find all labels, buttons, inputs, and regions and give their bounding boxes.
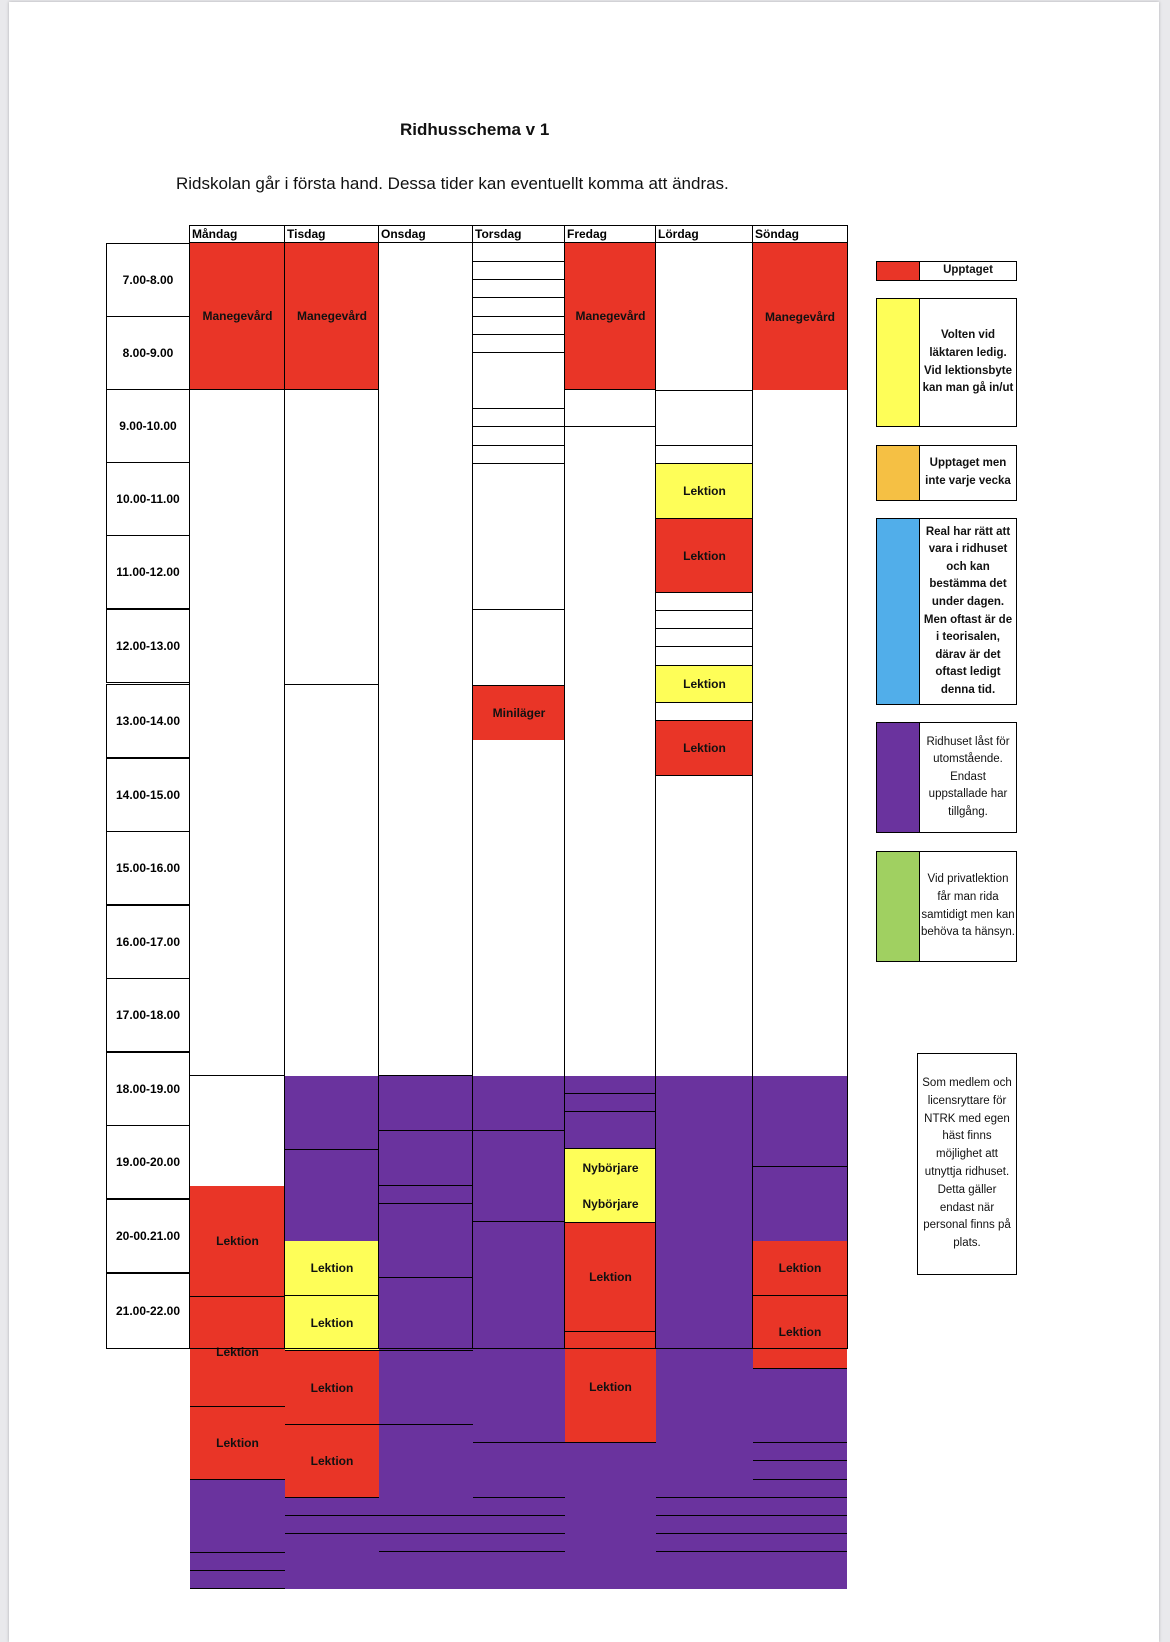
block-locked [190, 1480, 285, 1553]
block-lektion: Lektion [656, 666, 753, 703]
legend-upptaget [876, 261, 1017, 281]
block-lektion: Lektion [285, 1351, 379, 1425]
slot-divider [656, 390, 753, 391]
block-locked [379, 1552, 473, 1589]
legend-inte-varje-vecka [876, 445, 1017, 501]
block-lektion: Lektion [285, 1296, 379, 1351]
block-free [656, 776, 753, 1076]
day-header-monday: Måndag [189, 225, 286, 243]
time-slot: 17.00-18.00 [106, 978, 190, 1052]
block-locked [753, 1076, 847, 1167]
block-locked [285, 1150, 379, 1241]
block-locked [285, 1498, 379, 1516]
legend-label: Volten vid läktaren ledig. Vid lektionsbyte kan man gå in/ut [919, 299, 1016, 426]
block-locked [473, 1534, 565, 1552]
legend-label: Upptaget men inte varje vecka [919, 446, 1016, 500]
slot-divider [473, 609, 565, 610]
block-locked [379, 1425, 473, 1516]
block-locked [285, 1076, 379, 1150]
block-free [473, 243, 565, 1076]
block-locked [656, 1534, 753, 1552]
block-lektion: Lektion [285, 1425, 379, 1498]
time-slot: 8.00-9.00 [106, 316, 190, 390]
block-locked [565, 1443, 656, 1589]
block-locked [473, 1131, 565, 1222]
slot-divider [473, 334, 565, 335]
legend-label: Vid privatlektion får man rida samtidigt men kan behöva ta hänsyn. [919, 852, 1016, 961]
block-locked [379, 1534, 473, 1552]
column-saturday [655, 243, 754, 1349]
block-lektion: Lektion [565, 1332, 656, 1443]
block-locked [656, 1498, 753, 1516]
slot-divider [473, 352, 565, 353]
time-slot: 19.00-20.00 [106, 1125, 190, 1199]
legend-privatlektion [876, 851, 1017, 962]
block-lektion: Lektion [656, 721, 753, 776]
time-slot: 18.00-19.00 [106, 1052, 190, 1126]
block-locked [565, 1076, 656, 1094]
block-manegevard: Manegevård [190, 243, 285, 390]
block-locked [473, 1222, 565, 1443]
column-friday [564, 243, 657, 1394]
block-free [190, 390, 285, 1076]
block-manegevard: Manegevård [565, 243, 656, 390]
day-header-sunday: Söndag [752, 225, 848, 243]
legend-swatch-green [877, 852, 919, 961]
block-locked [753, 1534, 847, 1552]
time-slot: 15.00-16.00 [106, 831, 190, 905]
block-locked [656, 1076, 753, 1498]
day-header-friday: Fredag [564, 225, 657, 243]
day-header-wednesday: Onsdag [378, 225, 474, 243]
legend-swatch-yellow [877, 299, 919, 426]
legend-swatch-orange [877, 446, 919, 500]
block-locked [656, 1552, 753, 1589]
block-manegevard: Manegevård [753, 243, 847, 390]
block-locked [379, 1278, 473, 1351]
time-slot: 16.00-17.00 [106, 905, 190, 979]
block-free [285, 685, 379, 1076]
day-header-saturday: Lördag [655, 225, 754, 243]
column-sunday [752, 243, 848, 1349]
block-locked [473, 1552, 565, 1589]
block-free [565, 390, 656, 427]
block-locked [753, 1516, 847, 1534]
block-lektion: Lektion [190, 1186, 285, 1297]
time-slot: 14.00-15.00 [106, 758, 190, 832]
block-free [656, 446, 753, 464]
block-locked [565, 1112, 656, 1149]
block-locked [379, 1351, 473, 1425]
block-free [379, 243, 473, 1076]
time-slot: 10.00-11.00 [106, 462, 190, 536]
legend-real [876, 518, 1017, 705]
column-tuesday [284, 243, 380, 1468]
block-locked [379, 1204, 473, 1278]
time-slot: 13.00-14.00 [106, 684, 190, 758]
block-nyborjare: Nybörjare [565, 1149, 656, 1186]
block-locked [285, 1534, 379, 1589]
block-lektion: Lektion [753, 1296, 847, 1369]
block-free [190, 1076, 285, 1186]
block-free [656, 593, 753, 611]
block-locked [473, 1498, 565, 1516]
block-lektion: Lektion [190, 1407, 285, 1480]
column-monday [189, 243, 286, 1450]
block-lektion: Lektion [656, 464, 753, 519]
block-locked [753, 1167, 847, 1241]
block-locked [285, 1516, 379, 1534]
column-wednesday [378, 243, 474, 1349]
legend-swatch-purple [877, 723, 919, 832]
block-locked [379, 1516, 473, 1534]
column-thursday [472, 243, 566, 1349]
block-locked [379, 1131, 473, 1186]
time-slot: 20-00.21.00 [106, 1199, 190, 1273]
block-free [656, 629, 753, 647]
legend-label: Real har rätt att vara i ridhuset och kan bestämma det under dagen. Men oftast är de i teorisalen, därav är det oftast ledigt denna tid. [919, 519, 1016, 704]
block-free [656, 611, 753, 629]
slot-divider [473, 685, 565, 686]
block-locked [656, 1516, 753, 1534]
block-free [565, 427, 656, 1076]
block-minilager: Miniläger [473, 685, 565, 740]
slot-divider [473, 279, 565, 280]
block-free [656, 647, 753, 666]
day-header-thursday: Torsdag [472, 225, 566, 243]
block-locked [379, 1186, 473, 1204]
time-slot: 21.00-22.00 [106, 1273, 190, 1349]
slot-divider [473, 297, 565, 298]
block-locked [473, 1076, 565, 1131]
block-locked [473, 1443, 565, 1498]
block-locked [473, 1516, 565, 1534]
block-locked [753, 1369, 847, 1443]
block-free [753, 390, 847, 1076]
block-locked [753, 1498, 847, 1516]
legend-label: Ridhuset låst för utomstående. Endast uppstallade har tillgång. [919, 723, 1016, 832]
grid-bottom-border [106, 1348, 848, 1349]
time-slot: 11.00-12.00 [106, 535, 190, 609]
member-note: Som medlem och licensryttare för NTRK med egen häst finns möjlighet att utnyttja ridhuset. Detta gäller endast när personal finns på plats. [917, 1053, 1017, 1275]
block-lektion: Lektion [190, 1297, 285, 1407]
block-locked [190, 1571, 285, 1589]
slot-divider [473, 445, 565, 446]
block-free [285, 390, 379, 685]
time-slot: 7.00-8.00 [106, 243, 190, 317]
slot-divider [473, 408, 565, 409]
time-slot: 12.00-13.00 [106, 609, 190, 683]
block-nyborjare: Nybörjare [565, 1186, 656, 1222]
time-slot: 9.00-10.00 [106, 389, 190, 463]
block-locked [379, 1076, 473, 1131]
block-free [656, 243, 753, 446]
legend-last [876, 722, 1017, 833]
page-title: Ridhusschema v 1 [400, 120, 550, 139]
legend-label: Upptaget [919, 262, 1016, 280]
block-lektion: Lektion [753, 1241, 847, 1296]
block-locked [753, 1552, 847, 1589]
block-lektion: Lektion [285, 1241, 379, 1296]
legend-swatch-red [877, 262, 919, 280]
block-locked [753, 1480, 847, 1498]
block-lektion: Lektion [565, 1222, 656, 1332]
page-subtitle: Ridskolan går i första hand. Dessa tider kan eventuellt komma att ändras. [176, 174, 729, 193]
block-locked [753, 1461, 847, 1480]
slot-divider [473, 463, 565, 464]
block-locked [565, 1094, 656, 1112]
slot-divider [473, 316, 565, 317]
block-locked [753, 1443, 847, 1461]
slot-divider [473, 426, 565, 427]
day-header-tuesday: Tisdag [284, 225, 380, 243]
slot-divider [473, 261, 565, 262]
legend-swatch-blue [877, 519, 919, 704]
block-lektion: Lektion [656, 519, 753, 593]
block-free [656, 703, 753, 721]
legend-volten [876, 298, 1017, 427]
block-locked [190, 1553, 285, 1571]
block-manegevard: Manegevård [285, 243, 379, 390]
